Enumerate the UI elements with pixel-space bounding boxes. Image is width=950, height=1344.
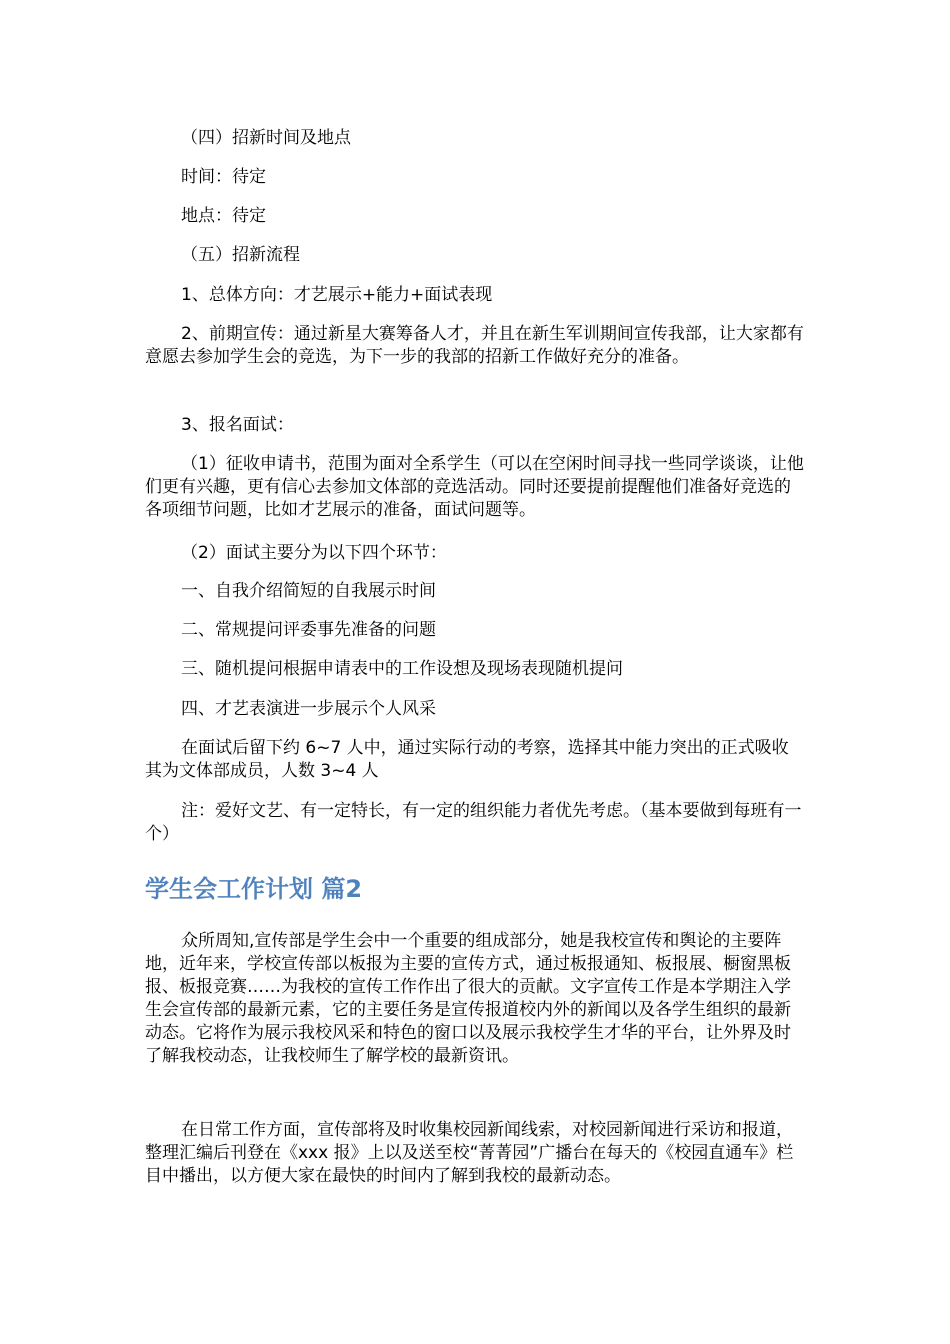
process-item-3-1: （1）征收申请书，范围为面对全系学生（可以在空闲时间寻找一些同学谈谈，让他们更有兴趣，更有信心去参加文体部的竞选活动。同时还要提前提醒他们准备好竞选的各项细节问题，比如才艺展示的准备，面试问题等。 [145,454,804,520]
note-paragraph: 注：爱好文艺、有一定特长，有一定的组织能力者优先考虑。（基本要做到每班有一个） [145,801,802,844]
recruit-place: 地点：待定 [181,206,266,226]
subheading-recruit-process: （五）招新流程 [181,245,300,265]
recruit-time: 时间：待定 [181,167,266,187]
process-item-3: 3、报名面试： [181,415,294,435]
interview-step-3: 三、随机提问根据申请表中的工作设想及现场表现随机提问 [181,659,623,679]
interview-step-2: 二、常规提问评委事先准备的问题 [181,620,436,640]
interview-result: 在面试后留下约 6~7 人中，通过实际行动的考察，选择其中能力突出的正式吸收其为文体部成员，人数 3~4 人 [145,738,789,781]
section-heading: 学生会工作计划 篇2 [145,875,363,903]
process-item-1: 1、总体方向：才艺展示+能力+面试表现 [181,285,493,305]
body-paragraph-1: 众所周知,宣传部是学生会中一个重要的组成部分，她是我校宣传和舆论的主要阵地，近年来，学校宣传部以板报为主要的宣传方式，通过板报通知、板报展、橱窗黑板报、板报竞赛……为我校的宣传工作作出了很大的贡献。文字宣传工作是本学期注入学生会宣传部的最新元素，它的主要任务是宣传报道校内外的新闻以及各学生组织的最新动态。它将作为展示我校风采和特色的窗口以及展示我校学生才华的平台，让外界及时了解我校动态，让我校师生了解学校的最新资讯。 [145,931,791,1066]
interview-step-4: 四、才艺表演进一步展示个人风采 [181,699,436,719]
process-item-2: 2、前期宣传：通过新星大赛筹备人才，并且在新生军训期间宣传我部，让大家都有意愿去参加学生会的竞选，为下一步的我部的招新工作做好充分的准备。 [145,324,804,367]
body-paragraph-2: 在日常工作方面，宣传部将及时收集校园新闻线索，对校园新闻进行采访和报道，整理汇编后刊登在《xxx 报》上以及送至校“菁菁园”广播台在每天的《校园直通车》栏目中播出，以方便大家在最快的时间内了解到我校的最新动态。 [145,1120,794,1186]
interview-step-1: 一、自我介绍简短的自我展示时间 [181,581,436,601]
process-item-3-2: （2）面试主要分为以下四个环节： [181,543,447,563]
subheading-recruit-time-place: （四）招新时间及地点 [181,128,351,148]
